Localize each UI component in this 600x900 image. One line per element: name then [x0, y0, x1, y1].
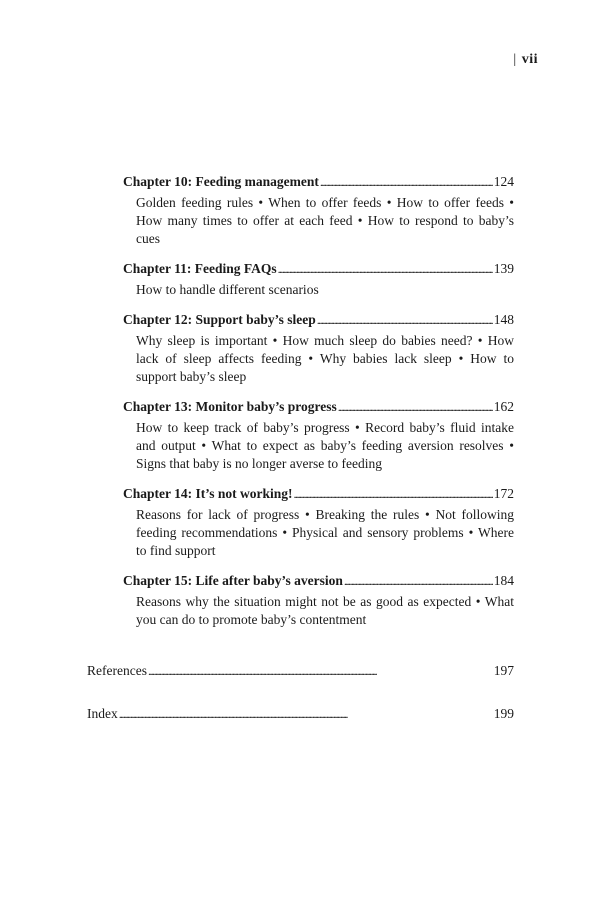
chapter-page: 124 — [493, 174, 514, 189]
chapter-description: How to keep track of baby’s progress • Record baby’s fluid intake and output • What to expect as baby’s feeding aversion resolves • Signs that baby is no longer averse to feeding — [136, 420, 514, 471]
toc-entry-heading — [123, 173, 514, 191]
table-of-contents — [123, 173, 514, 641]
dot-leader — [294, 485, 493, 503]
toc-entry-chapter-13[interactable] — [123, 398, 514, 473]
dot-leader — [148, 662, 493, 680]
chapter-page: 148 — [493, 312, 514, 327]
toc-entry-heading — [123, 572, 514, 590]
chapter-title: Chapter 13: Monitor baby’s progress — [123, 399, 337, 414]
chapter-description: Reasons for lack of progress • Breaking the rules • Not following feeding recommendations • Physical and sensory problems • Where to find support — [136, 507, 514, 558]
toc-entry-chapter-14[interactable] — [123, 485, 514, 560]
chapter-page: 139 — [493, 261, 514, 276]
toc-entry-heading — [123, 485, 514, 503]
index-title: Index — [87, 706, 118, 721]
dot-leader — [278, 260, 493, 278]
chapter-title: Chapter 10: Feeding management — [123, 174, 319, 189]
toc-entry-chapter-15[interactable] — [123, 572, 514, 629]
chapter-title: Chapter 11: Feeding FAQs — [123, 261, 277, 276]
toc-entry-heading — [123, 260, 514, 278]
page-number-value: vii — [521, 52, 538, 67]
toc-entry-heading — [123, 311, 514, 329]
toc-entry-chapter-10[interactable] — [123, 173, 514, 248]
index-page: 199 — [493, 706, 514, 721]
references-page: 197 — [493, 663, 514, 678]
toc-entry-references[interactable] — [87, 662, 514, 680]
page-number — [470, 52, 538, 68]
toc-entry-chapter-11[interactable] — [123, 260, 514, 299]
chapter-description: Reasons why the situation might not be as good as expected • What you can do to promote baby’s contentment — [136, 594, 514, 627]
dot-leader — [344, 572, 493, 590]
toc-entry-chapter-12[interactable] — [123, 311, 514, 386]
chapter-page: 162 — [493, 399, 514, 414]
toc-entry-index[interactable] — [87, 705, 514, 723]
chapter-title: Chapter 14: It’s not working! — [123, 486, 293, 501]
toc-entry-heading — [123, 398, 514, 416]
chapter-description: Why sleep is important • How much sleep do babies need? • How lack of sleep affects feeding • Why babies lack sleep • How to support baby’s sleep — [136, 333, 514, 384]
dot-leader — [320, 173, 493, 191]
chapter-page: 184 — [493, 573, 514, 588]
chapter-title: Chapter 15: Life after baby’s aversion — [123, 573, 343, 588]
chapter-description: How to handle different scenarios — [136, 282, 319, 297]
chapter-title: Chapter 12: Support baby’s sleep — [123, 312, 316, 327]
dot-leader — [317, 311, 493, 329]
dot-leader — [119, 705, 493, 723]
page-number-separator: | — [513, 52, 517, 67]
references-title: References — [87, 663, 147, 678]
chapter-description: Golden feeding rules • When to offer feeds • How to offer feeds • How many times to offer at each feed • How to respond to baby’s cues — [136, 195, 514, 246]
chapter-page: 172 — [493, 486, 514, 501]
dot-leader — [338, 398, 493, 416]
